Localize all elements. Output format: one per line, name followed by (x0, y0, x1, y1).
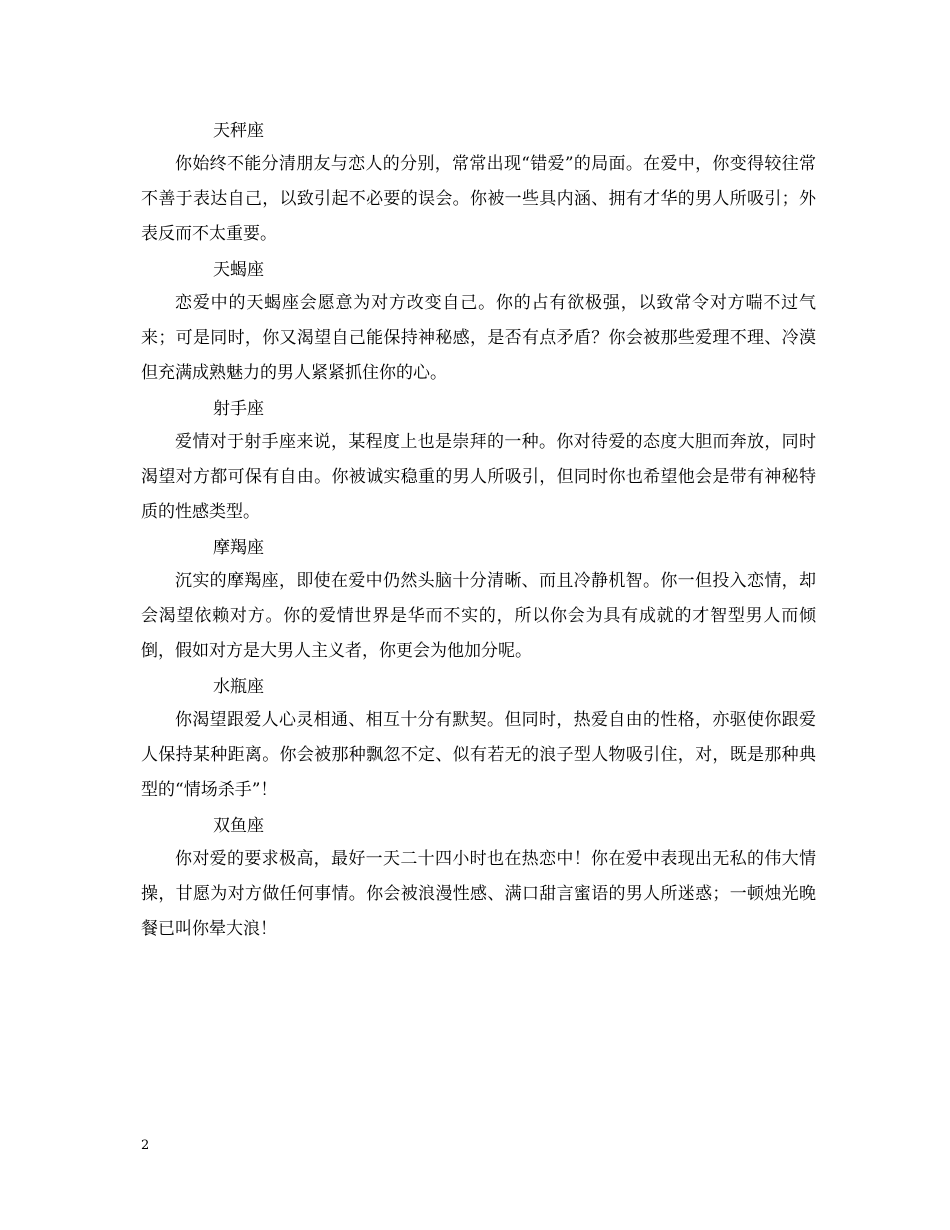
section-paragraph: 恋爱中的天蝎座会愿意为对方改变自己。你的占有欲极强，以致常令对方喘不过气来；可是同时，你又渴望自己能保持神秘感，是否有点矛盾？你会被那些爱理不理、冷漠但充满成熟魅力的男人紧紧抓住你的心。 (141, 293, 816, 383)
section-paragraph: 爱情对于射手座来说，某程度上也是崇拜的一种。你对待爱的态度大胆而奔放，同时渴望对方都可保有自由。你被诚实稳重的男人所吸引，但同时你也希望他会是带有神秘特质的性感类型。 (141, 432, 816, 522)
section-paragraph: 你始终不能分清朋友与恋人的分别，常常出现“错爱”的局面。在爱中，你变得较往常不善于表达自己，以致引起不必要的误会。你被一些具内涵、拥有才华的男人所吸引；外表反而不太重要。 (141, 154, 816, 244)
section-title: 双鱼座 (213, 816, 264, 836)
section-sagittarius (141, 393, 816, 530)
section-paragraph: 你渴望跟爱人心灵相通、相互十分有默契。但同时，热爱自由的性格，亦驱使你跟爱人保持某种距离。你会被那种飘忽不定、似有若无的浪子型人物吸引住，对，既是那种典型的“情场杀手”！ (141, 710, 816, 800)
section-title: 射手座 (213, 399, 264, 419)
section-aquarius (141, 671, 816, 808)
section-paragraph: 你对爱的要求极高，最好一天二十四小时也在热恋中！你在爱中表现出无私的伟大情操，甘愿为对方做任何事情。你会被浪漫性感、满口甜言蜜语的男人所迷惑；一顿烛光晚餐已叫你晕大浪！ (141, 849, 816, 939)
section-libra (141, 115, 816, 252)
section-capricorn (141, 532, 816, 669)
section-title: 天蝎座 (213, 260, 264, 280)
section-scorpio (141, 254, 816, 391)
section-title: 摩羯座 (213, 538, 264, 558)
section-paragraph: 沉实的摩羯座，即使在爱中仍然头脑十分清晰、而且冷静机智。你一但投入恋情，却会渴望依赖对方。你的爱情世界是华而不实的，所以你会为具有成就的才智型男人而倾倒，假如对方是大男人主义者，你更会为他加分呢。 (141, 571, 816, 661)
page-number: 2 (141, 1138, 150, 1153)
section-title: 天秤座 (213, 121, 264, 141)
section-title: 水瓶座 (213, 677, 264, 697)
document-body (141, 115, 816, 949)
section-pisces (141, 810, 816, 947)
